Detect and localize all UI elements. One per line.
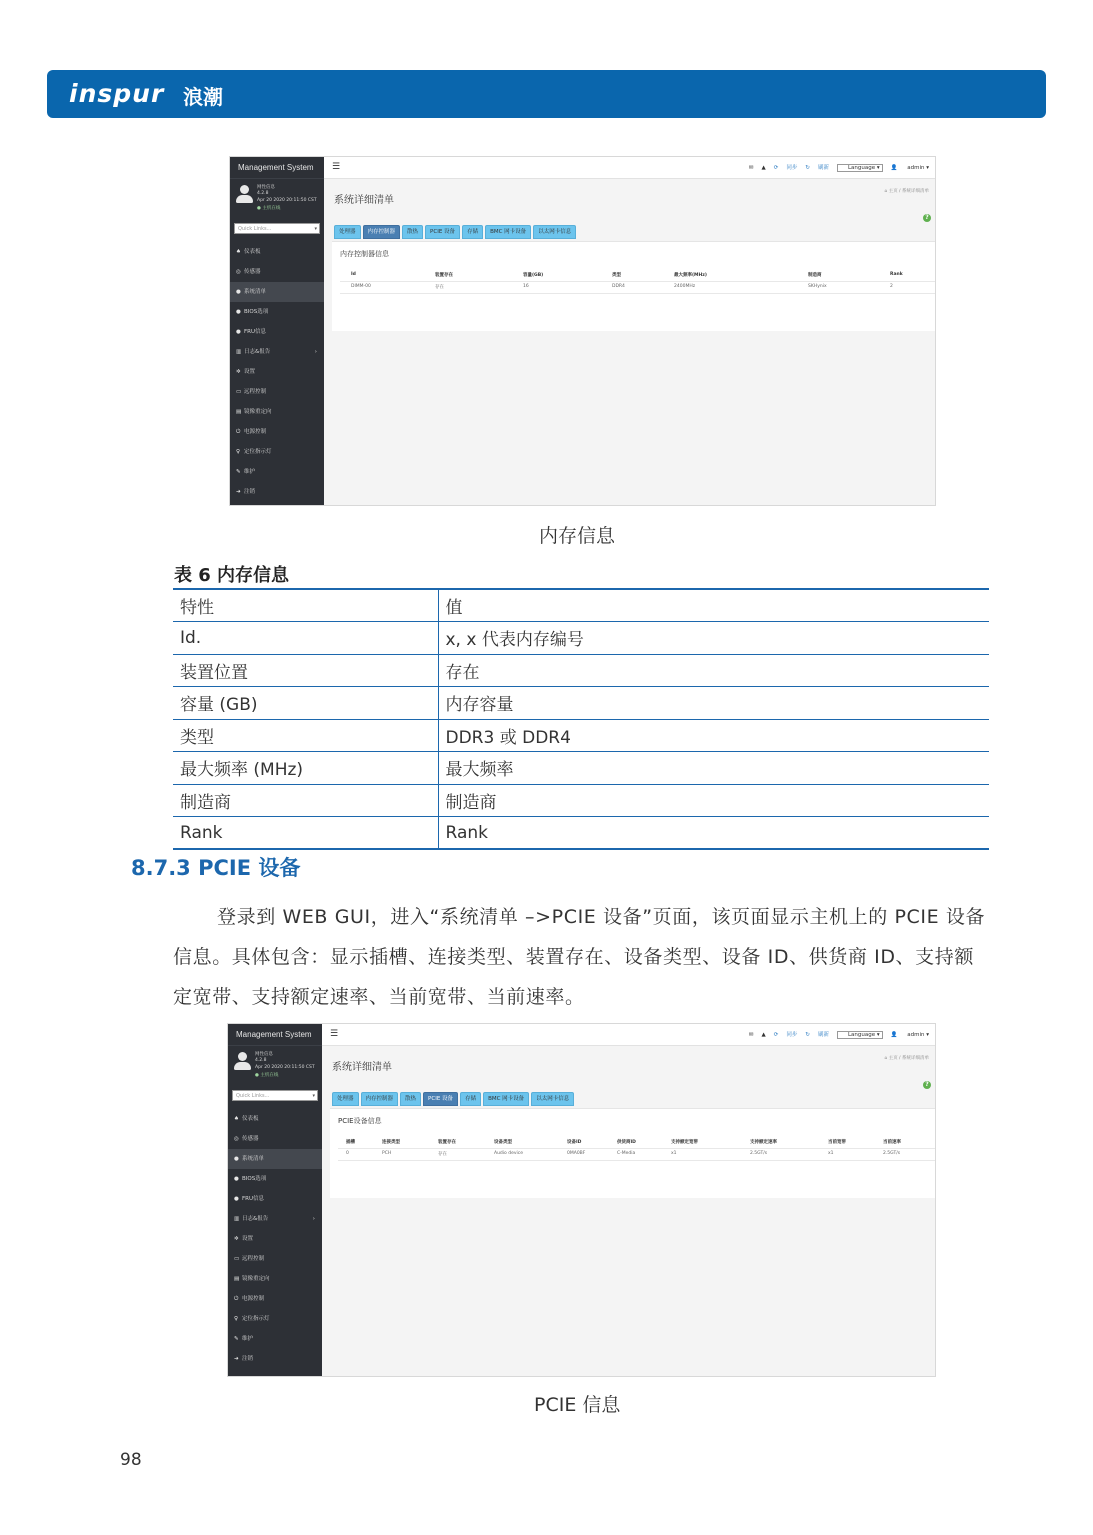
sensor-icon: ◎ [236, 269, 241, 275]
table-row [173, 622, 989, 655]
table-row [173, 654, 989, 687]
sidebar-item[interactable] [230, 262, 324, 282]
table-cell: x1 [828, 1151, 834, 1156]
property-cell: 容量 (GB) [173, 687, 438, 720]
top-bar-actions [741, 1030, 929, 1038]
sidebar-item[interactable] [228, 1109, 322, 1129]
table-cell: 2.5GT/s [883, 1151, 901, 1156]
info-panel [330, 1108, 935, 1198]
inspur-logo: inspur [69, 79, 165, 108]
user-menu[interactable]: 👤 admin ▾ [890, 1032, 929, 1038]
language-label: Language [847, 1032, 876, 1038]
breadcrumb[interactable]: ⌂ 主页 / 系统详细清单 [884, 1056, 929, 1061]
sidebar-item[interactable] [228, 1289, 322, 1309]
quick-links-select[interactable] [234, 223, 320, 234]
table-row [173, 817, 989, 850]
info-icon: ● [234, 1156, 239, 1162]
page-number: 98 [120, 1450, 142, 1470]
value-cell: 内存容量 [438, 687, 989, 720]
sidebar-item[interactable] [230, 322, 324, 342]
info-table [338, 1137, 935, 1161]
sidebar-item-label: 注销 [244, 489, 256, 495]
sidebar-item-label: 维护 [242, 1336, 254, 1342]
sidebar-item-label: 设置 [244, 369, 256, 375]
tab-item[interactable]: 处理器 [332, 1092, 359, 1106]
quick-links-select[interactable] [232, 1090, 318, 1101]
sidebar-item[interactable] [230, 382, 324, 402]
tab-item[interactable]: 以太网卡信息 [533, 225, 576, 239]
firmware-version: 4.2.8 [255, 1058, 267, 1063]
column-header: Id [351, 272, 356, 277]
monitor-icon: ▭ [234, 1256, 240, 1262]
value-cell: 存在 [438, 654, 989, 687]
tab-item[interactable]: 散热 [402, 225, 423, 239]
property-cell: 类型 [173, 719, 438, 752]
sidebar-item[interactable] [230, 482, 324, 502]
refresh-button[interactable]: ↻ 刷新 [805, 165, 829, 171]
column-header: 容量(GB) [523, 273, 544, 278]
help-icon[interactable]: ? [923, 214, 931, 222]
property-cell: Id. [173, 622, 438, 655]
host-status: ● 主机在线 [255, 1073, 279, 1078]
sidebar-item-label: 仪表板 [244, 249, 261, 255]
sidebar-item-label: 镜像重定向 [244, 409, 272, 415]
dashboard-icon: ♠ [236, 249, 241, 255]
table-row [173, 719, 989, 752]
table-row [173, 784, 989, 817]
table-cell: DIMM-00 [351, 284, 371, 289]
property-cell: Rank [173, 817, 438, 850]
tab-bar [334, 225, 578, 239]
refresh-button[interactable]: ↻ 刷新 [805, 1032, 829, 1038]
sidebar-item[interactable] [228, 1169, 322, 1189]
sidebar-item-label: FRU信息 [244, 329, 267, 335]
host-status: ● 主机在线 [257, 206, 281, 211]
power-icon: ⏻ [236, 429, 241, 435]
user-menu[interactable]: 👤 admin ▾ [890, 165, 929, 171]
help-icon[interactable]: ? [923, 1081, 931, 1089]
warning-icon[interactable]: ▲ [761, 165, 766, 171]
sidebar-title: Management System [230, 157, 324, 179]
info-table [340, 270, 935, 294]
pcie-screenshot [227, 1023, 936, 1377]
table-cell: x1 [671, 1151, 677, 1156]
tab-item[interactable]: BMC 网卡设备 [485, 225, 531, 239]
table-header-row [338, 1137, 935, 1149]
sidebar-item-label: BIOS选项 [244, 309, 269, 315]
sidebar-item[interactable] [228, 1209, 322, 1229]
sidebar [228, 1024, 322, 1376]
sidebar-item-label: 远程控制 [244, 389, 267, 395]
sidebar-item[interactable] [228, 1269, 322, 1289]
sidebar [230, 157, 324, 505]
sidebar-item[interactable] [230, 362, 324, 382]
table-row [173, 687, 989, 720]
avatar-body [234, 1062, 251, 1070]
quick-links-placeholder: Quick Links... [238, 226, 272, 232]
image-icon: ▤ [236, 409, 242, 415]
memory-info-table [173, 588, 989, 850]
sidebar-title: Management System [228, 1024, 322, 1046]
sync-label: 同步 [786, 1032, 798, 1038]
property-cell: 特性 [173, 589, 438, 622]
sidebar-item-label: 日志&报告 [244, 349, 271, 355]
column-header: 支持额定宽带 [671, 1140, 698, 1145]
pcie-figure-caption: PCIE 信息 [534, 1394, 621, 1416]
tab-item[interactable]: 散热 [400, 1092, 421, 1106]
info-icon: ● [234, 1196, 239, 1202]
language-select[interactable]: Language ▾ [837, 1031, 883, 1039]
bulb-icon: ♀ [236, 449, 241, 455]
sidebar-item-label: 定位指示灯 [242, 1316, 270, 1322]
sidebar-item[interactable] [228, 1189, 322, 1209]
info-icon: ● [236, 289, 241, 295]
user-panel [228, 1046, 322, 1090]
chevron-right-icon: › [314, 349, 317, 355]
bulb-icon: ♀ [234, 1316, 239, 1322]
panel-title: 内存控制器信息 [340, 250, 389, 258]
chart-icon: ▥ [234, 1216, 240, 1222]
sidebar-item[interactable] [230, 442, 324, 462]
chevron-right-icon: › [312, 1216, 315, 1222]
user-datetime: Apr 20 2020 20:11:50 CST [257, 198, 317, 203]
section-heading: 8.7.3 PCIE 设备 [131, 856, 301, 880]
sidebar-menu [228, 1109, 322, 1369]
sidebar-item[interactable] [228, 1229, 322, 1249]
sidebar-item-label: 仪表板 [242, 1116, 259, 1122]
page-title: 系统详细清单 [332, 1062, 392, 1073]
sidebar-item-label: 注销 [242, 1356, 254, 1362]
memory-figure-caption: 内存信息 [539, 525, 616, 547]
column-header: 类型 [612, 273, 621, 278]
table-row [173, 589, 989, 622]
column-header: 当前宽带 [828, 1140, 846, 1145]
dashboard-icon: ♠ [234, 1116, 239, 1122]
sidebar-item-label: 系统清单 [244, 289, 267, 295]
sidebar-item-label: 镜像重定向 [242, 1276, 270, 1282]
table-cell: 0 [346, 1151, 349, 1156]
body-paragraph: 登录到 WEB GUI，进入“系统清单 –>PCIE 设备”页面，该页面显示主机上的 PCIE 设备信息。具体包含：显示插槽、连接类型、装置存在、设备类型、设备 ID、供货商 ID、支持额定宽带、支持额定速率、当前宽带、当前速率。 [173, 906, 986, 1008]
column-header: 最大频率(MHz) [674, 273, 707, 278]
mail-icon[interactable]: ✉ [748, 1032, 754, 1038]
table-cell: SKHynix [808, 284, 827, 289]
sidebar-item-label: 系统清单 [242, 1156, 265, 1162]
sidebar-item[interactable] [230, 342, 324, 362]
table-title: 表 6 内存信息 [174, 565, 290, 586]
chart-icon: ▥ [236, 349, 242, 355]
sidebar-item[interactable] [228, 1309, 322, 1329]
sidebar-item[interactable] [228, 1249, 322, 1269]
sidebar-item-label: 电源控制 [242, 1296, 265, 1302]
sidebar-item[interactable] [230, 302, 324, 322]
sidebar-item[interactable] [228, 1149, 322, 1169]
table-cell: DDR4 [612, 284, 625, 289]
sidebar-item[interactable] [230, 282, 324, 302]
table-cell: 2400MHz [674, 284, 696, 289]
sidebar-item-label: 设置 [242, 1236, 254, 1242]
column-header: 装置存在 [435, 273, 453, 278]
table-cell: 16 [523, 284, 529, 289]
table-row [173, 752, 989, 785]
info-panel [332, 241, 935, 331]
table-cell: C-Media [617, 1151, 636, 1156]
quick-links-placeholder: Quick Links... [236, 1093, 270, 1099]
user-menu-label: admin [907, 165, 925, 171]
column-header: 供货商ID [617, 1140, 636, 1145]
refresh-label: 刷新 [817, 165, 829, 171]
tab-item[interactable]: PCIE 设备 [425, 225, 460, 239]
column-header: 连接类型 [382, 1140, 400, 1145]
table-cell: Audio device [494, 1151, 524, 1156]
user-datetime: Apr 20 2020 20:11:50 CST [255, 1065, 315, 1070]
property-cell: 装置位置 [173, 654, 438, 687]
hamburger-menu-icon[interactable]: ☰ [330, 1029, 339, 1039]
user-name: 网性信息 [257, 185, 275, 190]
info-icon: ● [236, 329, 241, 335]
mail-icon[interactable]: ✉ [748, 165, 754, 171]
hamburger-menu-icon[interactable]: ☰ [332, 162, 341, 172]
info-icon: ● [234, 1176, 239, 1182]
column-header: 插槽 [346, 1140, 355, 1145]
sidebar-item-label: 传感器 [244, 269, 261, 275]
user-panel [230, 179, 324, 223]
table-cell: 存在 [438, 1152, 447, 1157]
table-cell: PCH [382, 1151, 392, 1156]
sync-label: 同步 [786, 165, 798, 171]
tab-item[interactable]: 处理器 [334, 225, 361, 239]
table-cell: 存在 [435, 285, 444, 290]
image-icon: ▤ [234, 1276, 240, 1282]
table-row [340, 282, 935, 294]
breadcrumb[interactable]: ⌂ 主页 / 系统详细清单 [884, 189, 929, 194]
tab-item[interactable]: PCIE 设备 [423, 1092, 458, 1106]
property-cell: 制造商 [173, 784, 438, 817]
avatar-icon [234, 1052, 250, 1070]
sidebar-item-label: 传感器 [242, 1136, 259, 1142]
sidebar-item-label: FRU信息 [242, 1196, 265, 1202]
inspur-logo-cn: 浪潮 [183, 85, 223, 109]
power-icon: ⏻ [234, 1296, 239, 1302]
sidebar-menu [230, 242, 324, 502]
panel-title: PCIE设备信息 [338, 1117, 382, 1125]
avatar-body [236, 195, 253, 203]
tab-item[interactable]: 以太网卡信息 [531, 1092, 574, 1106]
sidebar-item-label: 定位指示灯 [244, 449, 272, 455]
top-bar [324, 157, 935, 179]
warning-icon[interactable]: ▲ [761, 1032, 766, 1038]
info-icon: ● [236, 309, 241, 315]
sidebar-item-label: 电源控制 [244, 429, 267, 435]
chevron-down-icon: ▾ [314, 226, 317, 232]
gear-icon: ✲ [236, 369, 241, 375]
column-header: 设备类型 [494, 1140, 512, 1145]
table-cell: 0MA0BF [567, 1151, 586, 1156]
value-cell: DDR3 或 DDR4 [438, 719, 989, 752]
column-header: 设备ID [567, 1140, 582, 1145]
sidebar-item-label: 日志&报告 [242, 1216, 269, 1222]
sidebar-item[interactable] [228, 1349, 322, 1369]
value-cell: 制造商 [438, 784, 989, 817]
sidebar-item[interactable] [228, 1129, 322, 1149]
value-cell: 最大频率 [438, 752, 989, 785]
sidebar-item[interactable] [230, 422, 324, 442]
tab-bar [332, 1092, 576, 1106]
sidebar-item[interactable] [230, 402, 324, 422]
tab-item[interactable]: 内存控制器 [361, 1092, 399, 1106]
avatar-head [240, 185, 249, 194]
table-cell: 2 [890, 284, 893, 289]
sync-button[interactable]: ⟳ 同步 [773, 165, 798, 171]
firmware-version: 4.2.8 [257, 191, 269, 196]
wrench-icon: ✎ [236, 469, 241, 475]
language-label: Language [847, 165, 876, 171]
logout-icon: ➜ [234, 1356, 239, 1362]
tab-item[interactable]: 存储 [462, 225, 483, 239]
refresh-label: 刷新 [817, 1032, 829, 1038]
value-cell: 值 [438, 589, 989, 622]
logout-icon: ➜ [236, 489, 241, 495]
table-cell: 2.5GT/s [750, 1151, 768, 1156]
column-header: Rank [890, 272, 903, 277]
monitor-icon: ▭ [236, 389, 242, 395]
tab-item[interactable]: BMC 网卡设备 [483, 1092, 529, 1106]
property-cell: 最大频率 (MHz) [173, 752, 438, 785]
page-title: 系统详细清单 [334, 195, 394, 206]
sidebar-item[interactable] [230, 462, 324, 482]
value-cell: Rank [438, 817, 989, 850]
column-header: 制造商 [808, 273, 822, 278]
table-header-row [340, 270, 935, 282]
table-row [338, 1149, 935, 1161]
column-header: 当前速率 [883, 1140, 901, 1145]
sync-button[interactable]: ⟳ 同步 [773, 1032, 798, 1038]
header-banner [47, 70, 1046, 118]
top-bar [322, 1024, 935, 1046]
sidebar-item-label: 远程控制 [242, 1256, 265, 1262]
gear-icon: ✲ [234, 1236, 239, 1242]
avatar-head [238, 1052, 247, 1061]
sidebar-item[interactable] [228, 1329, 322, 1349]
chevron-down-icon: ▾ [312, 1093, 315, 1099]
user-name: 网性信息 [255, 1052, 273, 1057]
column-header: 支持额定速率 [750, 1140, 777, 1145]
tab-item[interactable]: 内存控制器 [363, 225, 401, 239]
column-header: 装置存在 [438, 1140, 456, 1145]
top-bar-actions [741, 163, 929, 171]
sidebar-item[interactable] [230, 242, 324, 262]
memory-screenshot [229, 156, 936, 506]
language-select[interactable]: Language ▾ [837, 164, 883, 172]
sensor-icon: ◎ [234, 1136, 239, 1142]
value-cell: x, x 代表内存编号 [438, 622, 989, 655]
user-menu-label: admin [907, 1032, 925, 1038]
avatar-icon [236, 185, 252, 203]
sidebar-item-label: 维护 [244, 469, 256, 475]
tab-item[interactable]: 存储 [460, 1092, 481, 1106]
wrench-icon: ✎ [234, 1336, 239, 1342]
sidebar-item-label: BIOS选项 [242, 1176, 267, 1182]
